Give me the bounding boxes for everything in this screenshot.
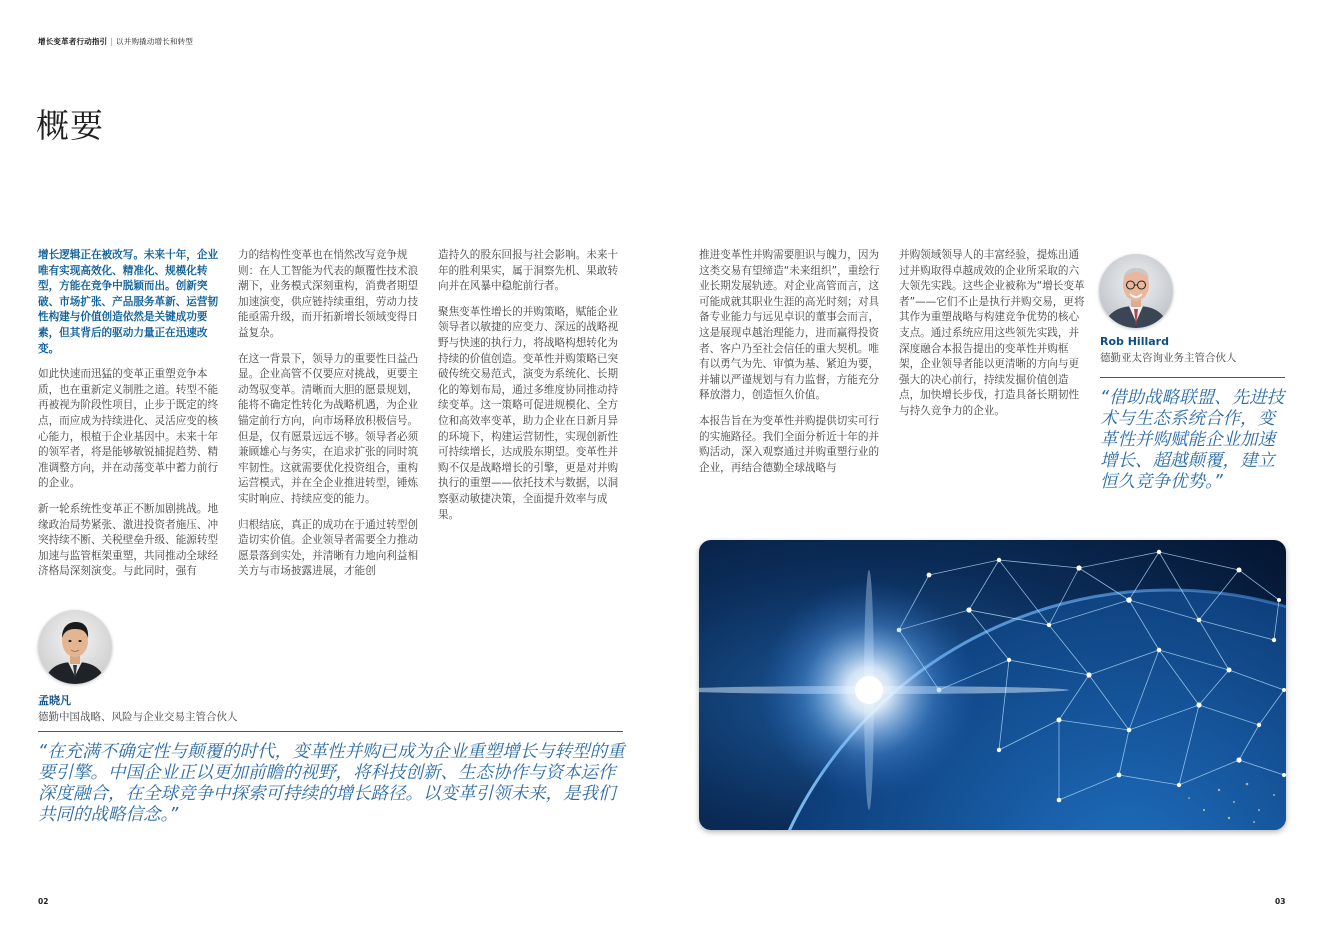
paragraph: 归根结底，真正的成功在于通过转型创造切实价值。企业领导者需要全力推动愿景落到实处，并清晰有力地向利益相关方与市场披露进展，才能创 [238,518,419,578]
person-role-left: 德勤中国战略、风险与企业交易主管合伙人 [38,711,238,723]
globe-network-icon [699,540,1286,830]
person-role-right: 德勤亚太咨询业务主管合伙人 [1100,352,1237,364]
running-header [38,36,193,47]
text-column-1 [38,248,224,590]
divider-left [38,731,623,732]
lead-paragraph: 增长逻辑正在被改写。未来十年，企业唯有实现高效化、精准化、规模化转型，方能在竞争中脱颖而出。创新突破、市场扩张、产品服务革新、运营韧性构建与价值创造依然是关键成功要素，但其背后的驱动力量正在迅速改变。 [38,249,219,355]
person-name-left: 孟晓凡 [38,694,71,707]
text-column-2 [238,248,424,590]
paragraph: 聚焦变革性增长的并购策略，赋能企业领导者以敏捷的应变力、深远的战略视野与快速的执行力，将战略构想转化为持续的价值创造。变革性并购策略已突破传统交易范式，演变为系统化、长期化的筹划布局，通过多维度协同推动持续变革。这一策略可促进规模化、全方位和高效率变革，助力企业在日新月异的环境下，构建运营韧性，实现创新性可持续增长，达成股东期望。变革性并购不仅是战略增长的引擎，更是对并购执行的重塑——依托技术与数据，以洞察驱动敏捷决策，全面提升效率与成果。 [438,305,619,521]
paragraph: 力的结构性变革也在悄然改写竞争规则：在人工智能为代表的颠覆性技术浪潮下，业务模式深刻重构，消费者期望加速演变，供应链持续重组，劳动力技能亟需升级，而开拓新增长领域变得日益复杂。 [238,249,419,339]
avatar-left [38,610,112,684]
quote-left: “在充满不确定性与颠覆的时代，变革性并购已成为企业重塑增长与转型的重要引擎。中国企业正以更加前瞻的视野，将科技创新、生态协作与资本运作深度融合，在全球竞争中探索可持续的增长路径。以变革引领未来，是我们共同的战略信念。” [38,742,625,825]
page-number-left: 02 [38,897,49,906]
text-column-4 [699,248,885,486]
paragraph: 并购领域领导人的丰富经验，提炼出通过并购取得卓越成效的企业所采取的六大领先实践。这些企业被称为“增长变革者”——它们不止是执行并购交易，更将其作为重塑战略与构建竞争优势的核心支点。通过系统应用这些领先实践，并深度融合本报告提出的变革性并购框架，企业领导者能以更清晰的方向与更强大的决心前行，持续发掘价值创造点，加快增长步伐，打造具备长期韧性与持久竞争力的企业。 [899,249,1085,417]
header-separator: | [110,37,114,46]
header-title: 增长变革者行动指引 [38,37,108,46]
paragraph: 推进变革性并购需要胆识与魄力，因为这类交易有望缔造“未来组织”，重绘行业长期发展轨迹。对企业高管而言，这可能成就其职业生涯的高光时刻；对具备专业能力与远见卓识的董事会而言，这是展现卓越治理能力，进而赢得投资者、客户乃至社会信任的重大契机。唯有以勇气为先、审慎为基、紧迫为要，并辅以严谨规划与有力监督，方能充分释放潜力，创造恒久价值。 [699,249,880,402]
paragraph: 造持久的股东回报与社会影响。未来十年的胜利果实，属于洞察先机、果敢转向并在风暴中稳舵前行者。 [438,249,619,293]
header-subtitle: 以并购撬动增长和转型 [116,37,194,46]
paragraph: 如此快速而迅猛的变革正重塑竞争本质，也在重新定义制胜之道。转型不能再被视为阶段性项目，止步于既定的终点，而应成为持续进化、灵活应变的核心能力，根植于企业基因中。未来十年的领军者，将是能够敏锐捕捉趋势、精准调整方向，并在动荡变革中蓄力前行的企业。 [38,368,219,490]
page-title: 概要 [36,106,104,145]
page-number-right: 03 [1275,897,1286,906]
portrait-icon [38,610,112,684]
portrait-icon [1099,254,1173,328]
text-column-3 [438,248,624,533]
paragraph: 在这一背景下，领导力的重要性日益凸显。企业高管不仅要应对挑战，更要主动驾驭变革。清晰而大胆的愿景规划，能将不确定性转化为战略机遇，为企业锚定前行方向，向市场释放积极信号。但是，仅有愿景远远不够。领导者必须兼顾雄心与务实，在追求扩张的同时筑牢韧性。这就需要优化投资组合，重构运营模式，并在全企业推进转型，锤炼实时响应、持续应变的能力。 [238,352,419,505]
avatar-right [1099,254,1173,328]
quote-right: “借助战略联盟、先进技术与生态系统合作，变革性并购赋能企业加速增长、超越颠覆，建立恒久竞争优势。” [1100,388,1285,492]
globe-network-image [699,540,1286,830]
person-name-right: Rob Hillard [1100,335,1169,348]
paragraph: 本报告旨在为变革性并购提供切实可行的实施路径。我们全面分析近十年的并购活动，深入观察通过并购重塑行业的企业，再结合德勤全球战略与 [699,414,880,474]
paragraph: 新一轮系统性变革正不断加剧挑战。地缘政治局势紧张、激进投资者施压、冲突持续不断、关税壁垒升级、能源转型加速与监管框架重塑，共同推动全球经济格局深刻演变。与此同时，强有 [38,502,219,578]
text-column-5 [899,248,1085,430]
divider-right [1100,377,1285,378]
